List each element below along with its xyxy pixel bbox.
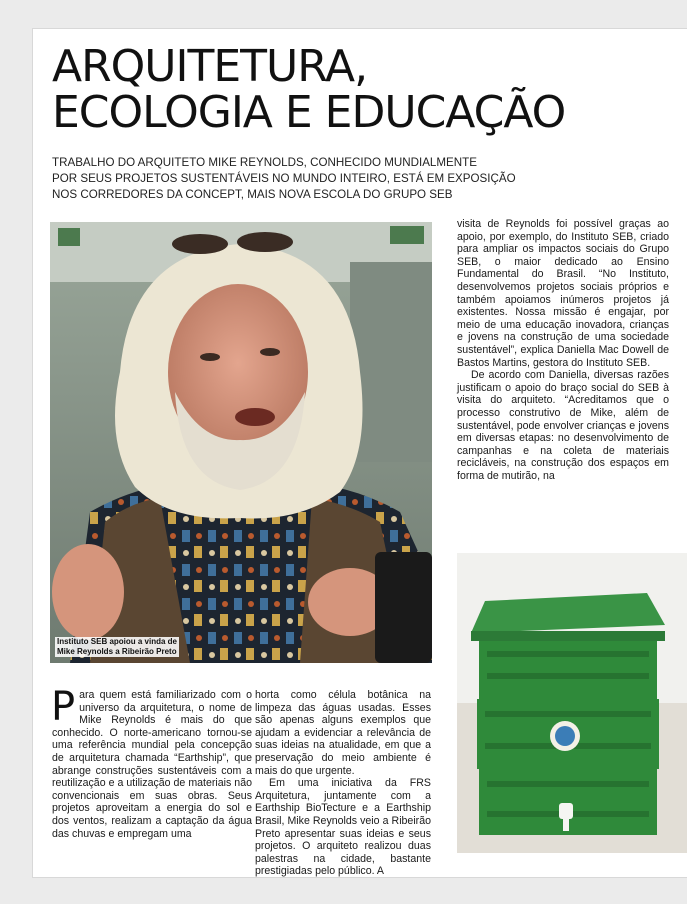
- paragraph: Em uma iniciativa da FRS Arquitetura, juntamente com a Earthship BioTecture e a Earthship Brasil, Mike Reynolds veio a Ribeirão Preto apresentar suas ideias e seus projetos. O arquiteto realizou duas palestras na cidade, bastante prestigiadas pelo público. A: [255, 777, 431, 878]
- deck-line-2: POR SEUS PROJETOS SUSTENTÁVEIS NO MUNDO INTEIRO, ESTÁ EM EXPOSIÇÃO: [52, 172, 516, 185]
- article-headline: [52, 41, 672, 138]
- article-deck: [52, 155, 516, 203]
- composter-illustration: [457, 553, 687, 853]
- paragraph: [51, 684, 252, 840]
- headline-line-1: ARQUITETURA,: [52, 41, 368, 92]
- drop-cap: P: [51, 684, 76, 730]
- article-column-left: [51, 684, 252, 840]
- paragraph: visita de Reynolds foi possível graças ao apoio, por exemplo, do Instituto SEB, criado para ampliar os impactos sociais do Grupo SEB, o maior dedicado ao Ensino Fundamental do Brasil. “No Instituto, desenvolvemos projetos sociais próprios e também apoiamos inúmeros projetos já existentes. Nossa missão é engajar, por meio de uma educação inovadora, crianças e jovens na construção de uma sociedade sustentável”, explica Daniella Mac Dowell de Bastos Martins, gestora do Instituto SEB.: [457, 218, 669, 369]
- headline-line-2: ECOLOGIA E EDUCAÇÃO: [52, 87, 566, 138]
- portrait-photo: [50, 222, 432, 663]
- photo-caption-line-2: Mike Reynolds a Ribeirão Preto: [57, 647, 177, 656]
- photo-caption-line-1: Instituto SEB apoiou a vinda de: [57, 637, 178, 646]
- article-column-right: [457, 218, 669, 482]
- portrait-illustration: [50, 222, 432, 663]
- paragraph: De acordo com Daniella, diversas razões justificam o apoio do braço social do SEB à visita do arquiteto. “Acreditamos que o processo construtivo de Mike, além de sustentável, pode envolver crianças e jovens em diversas etapas: no desenvolvimento de campanhas e na coleta de materiais recicláveis, na construção dos espaços em forma de mutirão, na: [457, 369, 669, 482]
- composter-photo: [457, 553, 687, 853]
- deck-line-3: NOS CORREDORES DA CONCEPT, MAIS NOVA ESCOLA DO GRUPO SEB: [52, 188, 453, 201]
- paragraph: horta como célula botânica na limpeza das águas usadas. Esses são apenas alguns exemplos que ajudam a evidenciar a relevância de suas ideias na atualidade, em que a preservação do meio ambiente é mais do que urgente.: [255, 689, 431, 777]
- article-column-middle: [255, 689, 431, 878]
- deck-line-1: TRABALHO DO ARQUITETO MIKE REYNOLDS, CONHECIDO MUNDIALMENTE: [52, 156, 477, 169]
- photo-caption: [55, 637, 179, 657]
- paragraph-text: ara quem está familiarizado com o universo da arquitetura, o nome de Mike Reynolds é mais do que conhecido. O norte-americano tornou-se uma referência mundial pela concepção de arquitetura chamada “Earthship”, que abrange construções sustentáveis com a reutilização e a utilização de materiais não convencionais em suas obras. Seus projetos aproveitam a energia do sol e dos ventos, realizam a captação da água das chuvas e empregam uma: [52, 689, 252, 840]
